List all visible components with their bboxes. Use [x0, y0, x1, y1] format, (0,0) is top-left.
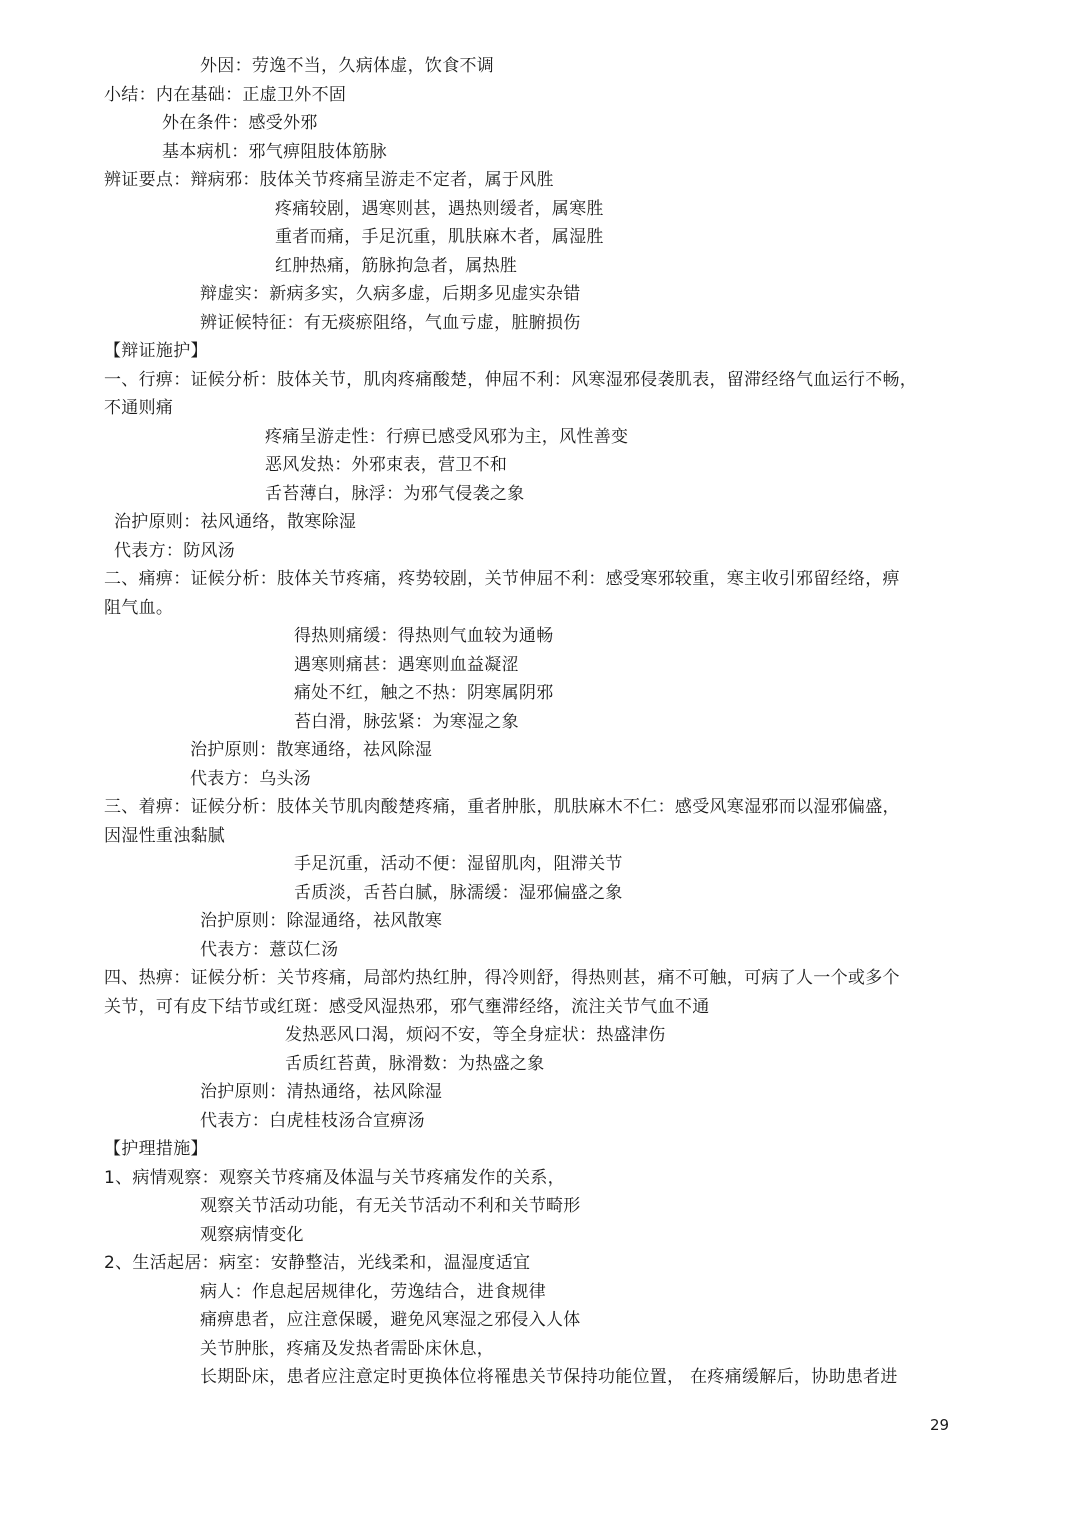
text-line: 代表方：防风汤 [114, 541, 236, 561]
text-line: 得热则痛缓：得热则气血较为通畅 [294, 626, 554, 646]
text-line: 外因：劳逸不当，久病体虚，饮食不调 [200, 56, 495, 76]
text-line: 观察病情变化 [200, 1225, 304, 1245]
text-line: 舌质红苔黄，脉滑数：为热盛之象 [285, 1054, 545, 1074]
section-heading: 【护理措施】 [104, 1139, 208, 1159]
text-line: 辩虚实：新病多实，久病多虚，后期多见虚实杂错 [200, 284, 581, 304]
text-line: 重者而痛，手足沉重，肌肤麻木者，属湿胜 [275, 227, 604, 247]
text-line: 恶风发热：外邪束表，营卫不和 [265, 455, 508, 475]
text-line: 发热恶风口渴，烦闷不安，等全身症状：热盛津伤 [285, 1025, 666, 1045]
text-line: 舌苔薄白，脉浮：为邪气侵袭之象 [265, 484, 525, 504]
text-line: 疼痛较剧，遇寒则甚，遇热则缓者，属寒胜 [275, 199, 604, 219]
text-line: 四、热痹：证候分析：关节疼痛，局部灼热红肿，得冷则舒，得热则甚，痛不可触，可病了人一个或多个 [104, 968, 900, 988]
text-line: 代表方：乌头汤 [190, 769, 312, 789]
text-line: 2、生活起居：病室：安静整洁，光线柔和，温湿度适宜 [104, 1253, 531, 1273]
text-line: 遇寒则痛甚：遇寒则血益凝涩 [294, 655, 519, 675]
text-line: 基本病机：邪气痹阻肢体筋脉 [162, 142, 387, 162]
text-line: 治护原则：清热通络，祛风除湿 [200, 1082, 443, 1102]
text-line: 辨证要点：辩病邪：肢体关节疼痛呈游走不定者，属于风胜 [104, 170, 554, 190]
text-line: 病人：作息起居规律化，劳逸结合，进食规律 [200, 1282, 546, 1302]
page-number: 29 [930, 1416, 950, 1434]
text-line: 观察关节活动功能，有无关节活动不利和关节畸形 [200, 1196, 581, 1216]
text-line: 治护原则：散寒通络，祛风除湿 [190, 740, 433, 760]
text-line: 阻气血。 [104, 598, 174, 618]
text-line: 二、痛痹：证候分析：肢体关节疼痛，疼势较剧，关节伸屈不利：感受寒邪较重，寒主收引邪留经络，痹 [104, 569, 900, 589]
text-line: 手足沉重，活动不便：湿留肌肉，阻滞关节 [294, 854, 623, 874]
text-line: 不通则痛 [104, 398, 174, 418]
text-line: 关节肿胀，疼痛及发热者需卧床休息， [200, 1339, 495, 1359]
section-heading: 【辩证施护】 [104, 341, 208, 361]
text-line: 关节，可有皮下结节或红斑：感受风湿热邪，邪气壅滞经络，流注关节气血不通 [104, 997, 710, 1017]
text-line: 辨证候特征：有无痰瘀阻络，气血亏虚，脏腑损伤 [200, 313, 581, 333]
text-line: 外在条件：感受外邪 [162, 113, 318, 133]
text-line: 舌质淡，舌苔白腻，脉濡缓：湿邪偏盛之象 [294, 883, 623, 903]
text-line: 疼痛呈游走性：行痹已感受风邪为主，风性善变 [265, 427, 629, 447]
text-line: 痛痹患者，应注意保暖，避免风寒湿之邪侵入人体 [200, 1310, 581, 1330]
text-line: 痛处不红，触之不热：阴寒属阴邪 [294, 683, 554, 703]
text-line: 长期卧床，患者应注意定时更换体位将罹患关节保持功能位置， 在疼痛缓解后，协助患者进 [200, 1367, 898, 1387]
text-line: 一、行痹：证候分析：肢体关节，肌肉疼痛酸楚，伸屈不利：风寒湿邪侵袭肌表，留滞经络气血运行不畅， [104, 370, 918, 390]
text-line: 红肿热痛，筋脉拘急者，属热胜 [275, 256, 518, 276]
text-line: 代表方：薏苡仁汤 [200, 940, 339, 960]
text-line: 三、着痹：证候分析：肢体关节肌肉酸楚疼痛，重者肿胀，肌肤麻木不仁：感受风寒湿邪而以湿邪偏盛， [104, 797, 900, 817]
text-line: 代表方：白虎桂枝汤合宣痹汤 [200, 1111, 425, 1131]
text-line: 苔白滑，脉弦紧：为寒湿之象 [294, 712, 519, 732]
text-line: 因湿性重浊黏腻 [104, 826, 226, 846]
text-line: 1、病情观察：观察关节疼痛及体温与关节疼痛发作的关系， [104, 1168, 565, 1188]
text-line: 治护原则：祛风通络，散寒除湿 [114, 512, 357, 532]
text-line: 小结：内在基础：正虚卫外不固 [104, 85, 347, 105]
text-line: 治护原则：除湿通络，祛风散寒 [200, 911, 443, 931]
